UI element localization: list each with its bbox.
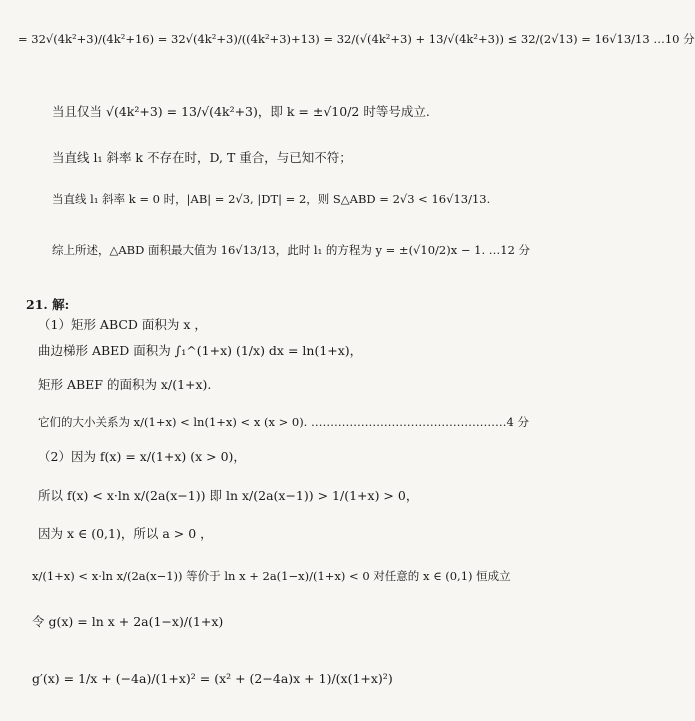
slope-undefined-case: 当直线 l₁ 斜率 k 不存在时，D, T 重合，与已知不符； — [52, 150, 352, 165]
question-21-heading: 21. 解: — [26, 297, 70, 312]
part2-intro: （2）因为 f(x) = x/(1+x) (x > 0)， — [38, 449, 246, 464]
part1-rectangle-abef: 矩形 ABEF 的面积为 x/(1+x). — [38, 377, 212, 392]
equation-bound: = 32√(4k²+3)/(4k²+16) = 32√(4k²+3)/((4k²+3)+13) = 32/(√(4k²+3) + 13/√(4k²+3)) ≤ 32/(2√13) = 16√13/13 …10 分 — [18, 32, 695, 46]
slope-zero-case: 当直线 l₁ 斜率 k = 0 时，|AB| = 2√3, |DT| = 2，则 S△ABD = 2√3 < 16√13/13. — [52, 192, 491, 206]
part2-inequality: 所以 f(x) < x·ln x/(2a(x−1)) 即 ln x/(2a(x−1)) > 1/(1+x) > 0， — [38, 488, 419, 503]
part2-derivative: g′(x) = 1/x + (−4a)/(1+x)² = (x² + (2−4a)x + 1)/(x(1+x)²) — [32, 671, 393, 686]
summary-line: 综上所述，△ABD 面积最大值为 16√13/13，此时 l₁ 的方程为 y = ±(√10/2)x − 1. …12 分 — [52, 243, 531, 257]
part2-equivalence: x/(1+x) < x·ln x/(2a(x−1)) 等价于 ln x + 2a(1−x)/(1+x) < 0 对任意的 x ∈ (0,1) 恒成立 — [32, 569, 511, 583]
part1-rectangle-abcd: （1）矩形 ABCD 面积为 x ， — [38, 317, 207, 332]
equation-condition: 当且仅当 √(4k²+3) = 13/√(4k²+3)，即 k = ±√10/2 时等号成立. — [52, 104, 430, 119]
part2-define-g: 令 g(x) = ln x + 2a(1−x)/(1+x) — [32, 614, 224, 629]
part2-domain: 因为 x ∈ (0,1)，所以 a > 0 ， — [38, 526, 213, 541]
part1-comparison: 它们的大小关系为 x/(1+x) < ln(1+x) < x (x > 0). ……………………………………………4 分 — [38, 415, 529, 429]
part1-curved-trapezoid: 曲边梯形 ABED 面积为 ∫₁^(1+x) (1/x) dx = ln(1+x)， — [38, 343, 363, 358]
